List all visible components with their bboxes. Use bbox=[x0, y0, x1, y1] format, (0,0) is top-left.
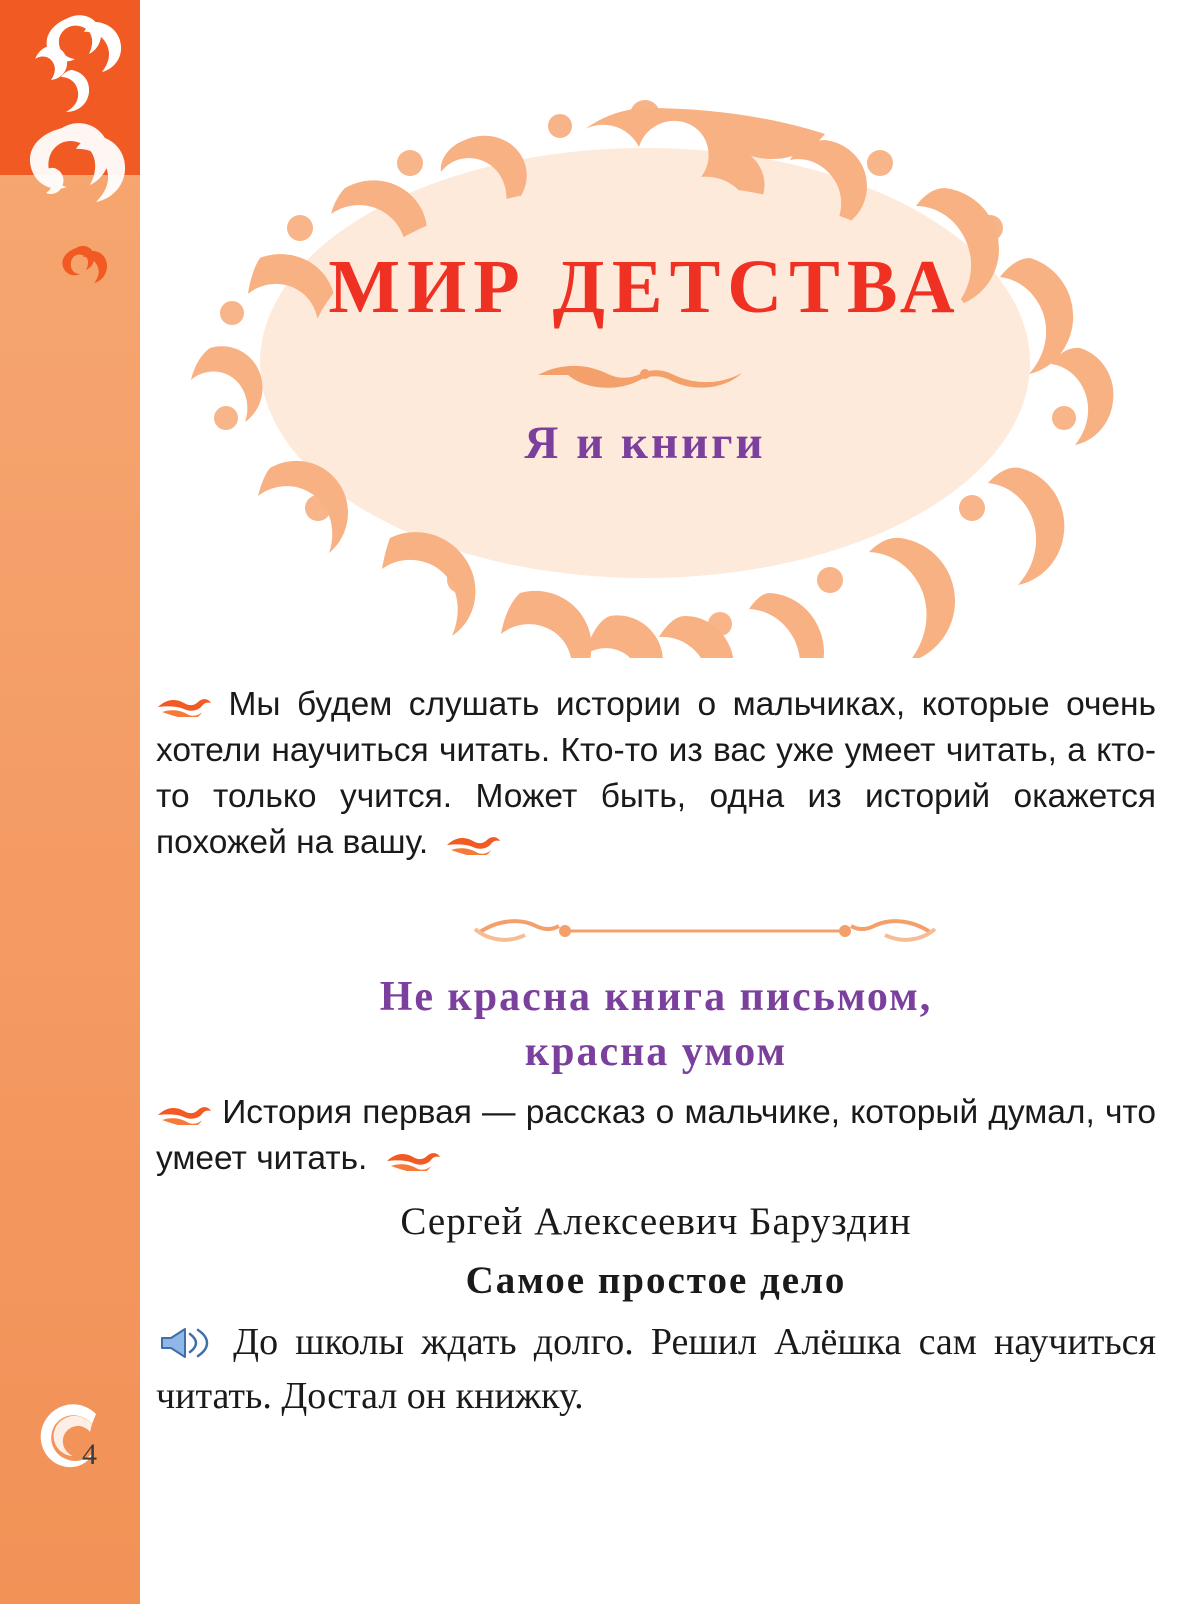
story-title: Самое простое дело bbox=[465, 1259, 847, 1302]
story-intro-paragraph bbox=[156, 1090, 1156, 1182]
flame-bullet-icon bbox=[156, 695, 212, 717]
flame-end-icon bbox=[445, 833, 501, 855]
section-divider-ornament-icon bbox=[470, 915, 940, 949]
page-number-swirl-icon bbox=[30, 1398, 110, 1478]
chapter-title-cartouche bbox=[140, 68, 1150, 658]
title-block bbox=[140, 245, 1150, 470]
proverb-line-2: красна умом bbox=[524, 1029, 788, 1076]
chapter-subtitle: Я и книги bbox=[524, 416, 766, 469]
story-body bbox=[156, 1316, 1156, 1424]
orange-corner-block bbox=[0, 0, 140, 175]
intro-text: Мы будем слушать истории о мальчиках, которые очень хотели научиться читать. Кто-то из вас уже умеет читать, а кто-то только учится. Может быть, одна из историй окажется похожей на вашу. bbox=[156, 686, 1157, 861]
story-intro-text: История первая — рассказ о мальчике, который думал, что умеет читать. bbox=[156, 1094, 1156, 1177]
proverb-block bbox=[156, 970, 1156, 1081]
flame-end-icon bbox=[385, 1149, 441, 1171]
intro-paragraph bbox=[156, 682, 1156, 866]
left-decorative-margin bbox=[0, 0, 140, 1604]
page-number: 4 bbox=[82, 1438, 97, 1471]
proverb-line-1: Не красна книга письмом, bbox=[379, 974, 933, 1020]
chapter-title: МИР ДЕТСТВА bbox=[328, 245, 962, 329]
title-divider-ornament-icon bbox=[530, 362, 760, 388]
flame-bullet-icon bbox=[156, 1103, 212, 1125]
page-content bbox=[140, 0, 1200, 1604]
loudspeaker-icon bbox=[156, 1326, 212, 1360]
story-author: Сергей Алексеевич Баруздин bbox=[400, 1200, 912, 1243]
story-body-text: До школы ждать долго. Решил Алёшка сам научиться читать. Достал он книжку. bbox=[156, 1321, 1156, 1417]
page-number-badge bbox=[30, 1398, 122, 1490]
